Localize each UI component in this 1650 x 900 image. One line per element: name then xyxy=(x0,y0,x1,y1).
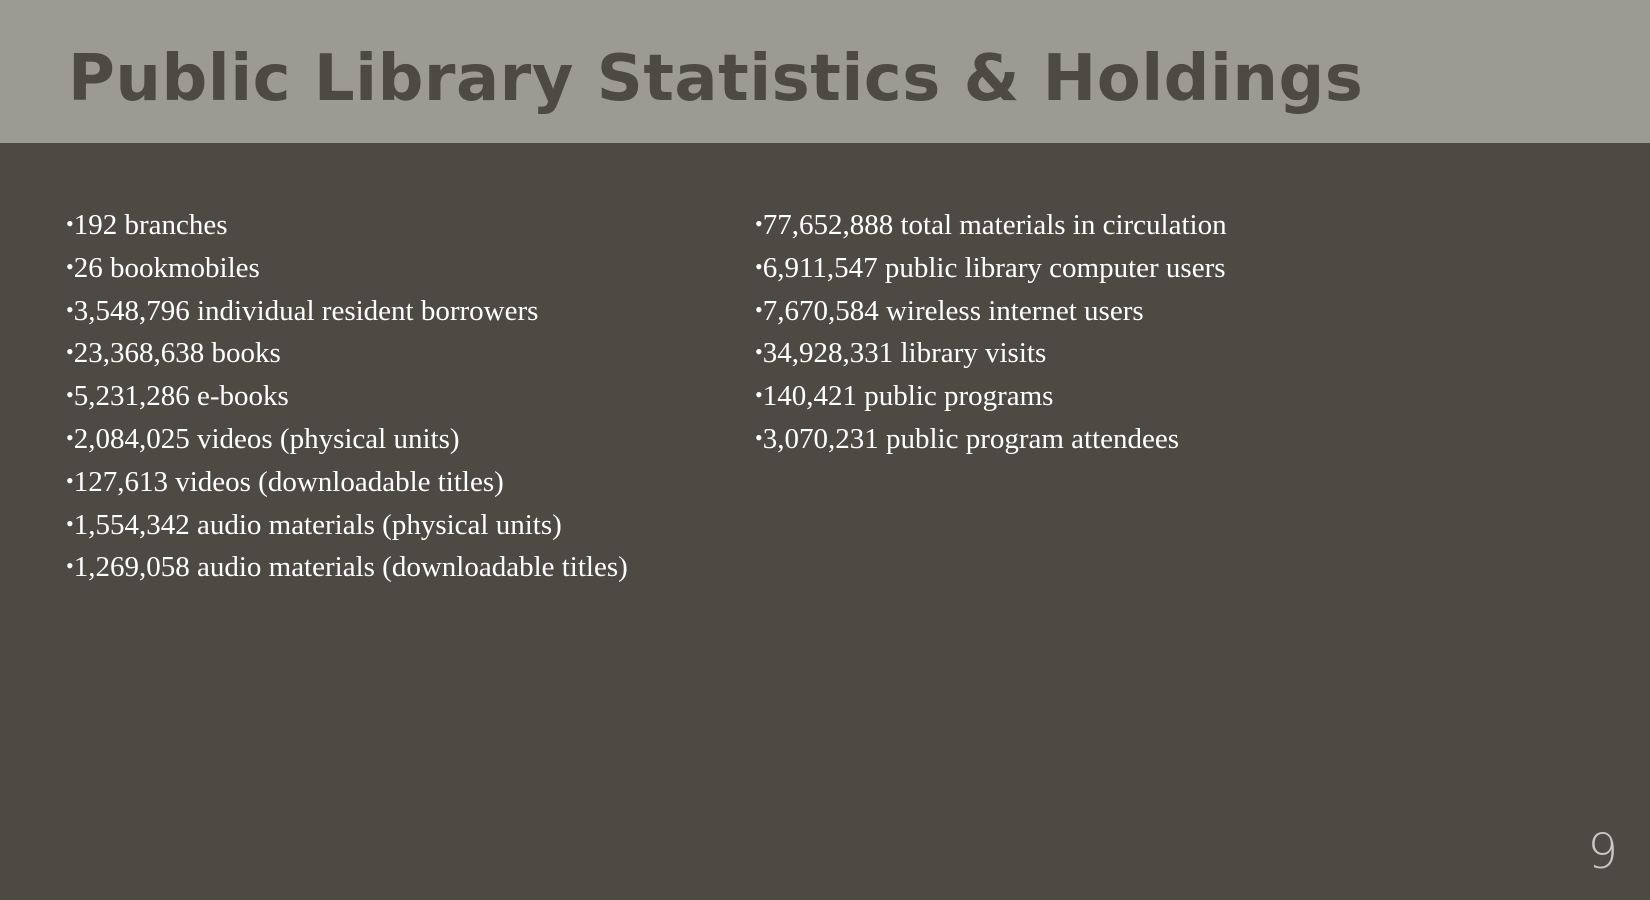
stat-wireless-users: • 7,670,584 wireless internet users xyxy=(755,291,1227,334)
stat-library-visits: • 34,928,331 library visits xyxy=(755,333,1227,376)
stat-materials-circulation: • 77,652,888 total materials in circulation xyxy=(755,205,1227,248)
slide-title: Public Library Statistics & Holdings xyxy=(68,42,1364,116)
stat-resident-borrowers: • 3,548,796 individual resident borrowers xyxy=(66,291,628,334)
stat-e-books: • 5,231,286 e-books xyxy=(66,376,628,419)
stats-list-left xyxy=(66,205,628,590)
stat-public-programs: • 140,421 public programs xyxy=(755,376,1227,419)
stats-list-right xyxy=(755,205,1227,462)
stat-branches: • 192 branches xyxy=(66,205,628,248)
stat-computer-users: • 6,911,547 public library computer users xyxy=(755,248,1227,291)
page-number: 9 xyxy=(1587,824,1618,880)
stat-videos-physical: • 2,084,025 videos (physical units) xyxy=(66,419,628,462)
stat-videos-downloadable: • 127,613 videos (downloadable titles) xyxy=(66,462,628,505)
stat-program-attendees: • 3,070,231 public program attendees xyxy=(755,419,1227,462)
title-bar xyxy=(0,0,1650,143)
stat-books: • 23,368,638 books xyxy=(66,333,628,376)
stat-audio-physical: • 1,554,342 audio materials (physical units) xyxy=(66,505,628,548)
stat-audio-downloadable: • 1,269,058 audio materials (downloadable titles) xyxy=(66,547,628,590)
stat-bookmobiles: • 26 bookmobiles xyxy=(66,248,628,291)
